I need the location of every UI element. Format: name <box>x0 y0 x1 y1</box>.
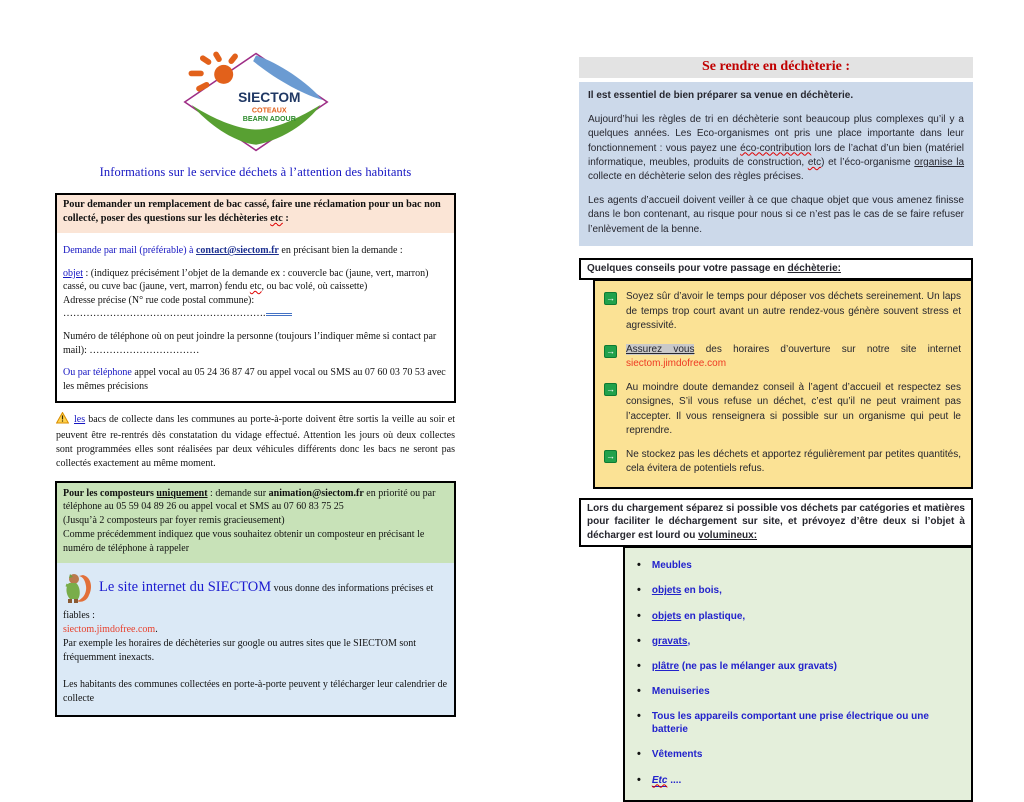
intro-paragraph-2: Les agents d’accueil doivent veiller à ce que chaque objet que vous amenez finisse dans le bon contenant, au risque pour nous si ce n’est pas le cas de se faire refuser l’enlèvement de la benne. <box>588 195 964 235</box>
list-item-text <box>626 448 961 477</box>
intro-text: collecte en déchèterie selon des règles précises. <box>588 170 804 182</box>
siectom-url-link[interactable]: siectom.jimdofree.com <box>63 624 156 636</box>
text-segment: .... <box>667 774 682 786</box>
disc-bullet-icon: • <box>637 659 641 672</box>
etc-word: etc <box>807 156 822 168</box>
conseils-header-underlined: déchèterie: <box>787 262 841 274</box>
text-segment: Menuiseries <box>651 686 710 698</box>
compost-website-box <box>55 481 456 717</box>
url-dot: . <box>155 624 158 636</box>
compost-line3: Comme précédemment indiquez que vous souhaitez obtenir un composteur en précisant le numéro de téléphone à rappeler <box>63 528 425 554</box>
site-title-rest: vous donne des informations précises et fiables : <box>63 582 434 622</box>
intro-text: ) et l’éco-organisme <box>821 156 915 168</box>
list-item <box>604 448 961 477</box>
text-segment: plâtre <box>651 660 680 672</box>
compost-uniquement: uniquement <box>156 487 208 499</box>
list-item-text <box>626 381 961 439</box>
dechetterie-header-title: Se rendre en déchèterie : <box>702 59 850 74</box>
right-column <box>579 57 973 802</box>
logo-sub1-text: COTEAUX <box>251 106 287 115</box>
phone-note-text: Numéro de téléphone où on peut joindre la personne (toujours l’indiquer même si contact par mail) <box>63 330 437 356</box>
list-item-text <box>626 343 961 372</box>
list-item-text <box>652 660 837 673</box>
chargement-header-underlined: volumineux: <box>698 529 758 541</box>
intro-text: Aujourd’hui les règles de tri en déchèterie sont beaucoup plus complexes qu’il y a quelques années. Les Eco-organismes ont pris une place importante dans leur fonctionnement : vous payez une <box>588 114 964 154</box>
warning-paragraph <box>56 412 455 470</box>
compost-text: : demande sur <box>207 487 269 499</box>
list-item <box>637 584 963 597</box>
header-text: Pour demander un remplacement de bac cassé, faire une réclamation pour un bac non collecté, poser des questions sur les déchèteries <box>63 199 441 224</box>
conseils-header-text: Quelques conseils pour votre passage en <box>587 262 788 274</box>
logo-name-text: SIECTOM <box>237 89 301 105</box>
compost-lead: Pour les composteurs <box>63 487 157 499</box>
animation-email-link[interactable]: animation@siectom.fr <box>268 487 364 499</box>
list-item <box>604 343 961 372</box>
disc-bullet-icon: • <box>637 773 641 786</box>
green-arrow-bullet-icon: → <box>606 450 615 461</box>
intro-paragraph-1 <box>588 113 964 184</box>
phone-note-line <box>63 330 448 357</box>
website-p1: Par exemple les horaires de déchèteries sur google ou autres sites que le SIECTOM sont fréquemment inexacts. <box>63 637 417 663</box>
request-box-header <box>57 195 454 233</box>
compost-section <box>57 483 454 563</box>
text-segment: objets <box>651 585 682 597</box>
phone-lead-text: Ou par téléphone <box>63 367 132 379</box>
mail-rest-text: en précisant bien la demande : <box>278 245 403 256</box>
mail-lead-text: Demande par mail (préférable) à <box>63 245 196 256</box>
list-item-text <box>652 774 681 787</box>
green-arrow-bullet-icon: → <box>606 293 615 304</box>
text-segment: Tous les appareils comportant une prise électrique ou une batterie <box>651 711 929 736</box>
adresse-dotted-field[interactable]: : ……………………………………………………. <box>63 294 266 320</box>
list-item <box>604 290 961 334</box>
dechetterie-header-bar <box>579 57 973 78</box>
intro-text: lors de l’achat d’un bien (matériel informatique, meubles, produits de construction, <box>588 142 964 168</box>
siectom-logo-icon <box>180 48 332 154</box>
blue-double-underline <box>266 313 292 316</box>
header-text: : <box>282 213 289 224</box>
list-item-text <box>652 610 745 623</box>
list-item <box>637 610 963 623</box>
compost-text: en priorité ou par téléphone au 05 59 04 89 26 ou appel vocal et SMS au 07 60 83 75 25 <box>63 487 436 513</box>
list-item <box>637 559 963 572</box>
warning-lead-word: les <box>74 414 86 426</box>
objet-text: : (indiquez précisément l’objet de la demande ex : couvercle bac (jaune, vert, marron) cassé, ou cuve bac (jaune, vert, marron) fendu <box>63 267 429 293</box>
list-item-text <box>626 290 961 334</box>
list-item <box>637 685 963 698</box>
text-segment: , <box>687 635 691 647</box>
website-section <box>57 563 454 715</box>
objet-word: objet <box>63 267 83 279</box>
disc-bullet-icon: • <box>637 748 641 761</box>
chargement-header-box <box>579 498 973 548</box>
disc-bullet-icon: • <box>637 710 641 723</box>
text-segment: Assurez vous <box>626 343 695 355</box>
list-item <box>637 748 963 761</box>
logo-sun-icon <box>191 54 235 88</box>
objet-text: , ou bac volé, où caissette) <box>261 281 368 293</box>
text-segment: objets <box>651 610 682 622</box>
list-item <box>637 660 963 673</box>
mail-request-line <box>63 244 448 258</box>
list-item-text <box>652 584 722 597</box>
text-segment: en bois, <box>681 585 722 597</box>
text-segment: (ne pas le mélanger aux gravats) <box>679 660 837 672</box>
text-segment: Soyez sûr d’avoir le temps pour déposer vos déchets sereinement. Un laps de temps trop court avant un autre rendez-vous génère souvent stress et agressivité. <box>626 291 961 332</box>
list-item-text <box>652 685 710 698</box>
warning-text: bacs de collecte dans les communes au porte-à-porte doivent être sortis la veille au soir et peuvent être re-rentrés dès constatation du vidage effectué. Attention les jours où deux collectes sont programmées elles sont réalisées par deux véhicules différents donc les bacs ne seront pas collectés exactement au même moment. <box>56 414 455 469</box>
list-item <box>637 710 963 736</box>
objet-line <box>63 267 448 321</box>
phone-rest-text: appel vocal au 05 24 36 87 47 ou appel vocal ou SMS au 07 60 03 70 53 avec les mêmes précisions <box>63 367 446 392</box>
disc-bullet-icon: • <box>637 584 641 597</box>
text-segment: Meubles <box>651 560 692 572</box>
text-segment: Au moindre doute demandez conseil à l’agent d’accueil et respectez ses consignes, S’il vous refuse un déchet, c’est qu’il ne peut vraiment pas l’accepter. Il vous renseignera si possible sur un organisme qui peut le reprendre. <box>626 381 961 437</box>
etc-word: etc <box>249 281 262 293</box>
squirrel-clipart-icon <box>63 571 93 610</box>
conseils-header-box <box>579 258 973 281</box>
etc-word: etc <box>270 213 283 224</box>
site-title: Le site internet du SIECTOM <box>99 578 272 595</box>
organise-la-words: organise la <box>914 156 965 168</box>
text-segment: Vêtements <box>651 749 703 761</box>
website-p2: Les habitants des communes collectées en porte-à-porte peuvent y télécharger leur calendrier de collecte <box>63 679 448 705</box>
list-item <box>637 774 963 787</box>
phone-line <box>63 366 448 393</box>
text-segment: Etc <box>651 774 668 786</box>
text-segment: des horaires d’ouverture sur notre site internet <box>694 343 961 355</box>
text-segment: en plastique, <box>681 610 746 622</box>
link-text[interactable]: siectom.jimdofree.com <box>626 358 727 370</box>
compost-line2: (Jusqu’à 2 composteurs par foyer remis gracieusement) <box>63 515 285 527</box>
phone-dotted-field[interactable]: : …………………………… <box>84 344 200 356</box>
disc-bullet-icon: • <box>637 685 641 698</box>
contact-email-link[interactable]: contact@siectom.fr <box>195 245 279 256</box>
siectom-logo <box>55 48 456 159</box>
disc-bullet-icon: • <box>637 634 641 647</box>
list-item-text <box>652 748 703 761</box>
list-item-text <box>652 635 690 648</box>
green-arrow-bullet-icon: → <box>606 345 615 356</box>
logo-sub2-text: BEARN ADOUR <box>242 114 296 123</box>
page-title: Informations sur le service déchets à l’attention des habitants <box>99 165 412 179</box>
request-box <box>55 193 456 403</box>
warning-icon <box>56 412 69 429</box>
green-arrow-bullet-icon: → <box>606 383 615 394</box>
list-item-text <box>652 710 963 736</box>
chargement-list <box>623 547 973 802</box>
conseils-list <box>593 280 973 489</box>
list-item <box>637 635 963 648</box>
intro-bold-line: Il est essentiel de bien préparer sa venue en déchèterie. <box>588 90 854 101</box>
intro-box <box>579 82 973 246</box>
left-column <box>55 48 456 717</box>
request-box-body <box>57 233 454 401</box>
text-segment: gravats <box>651 635 688 647</box>
disc-bullet-icon: • <box>637 609 641 622</box>
chargement-header-text: Lors du chargement séparez si possible vos déchets par catégories et matières pour faciliter le déchargement sur site, et prévoyez d’être deux si l’objet à décharger est lourd ou <box>587 502 965 541</box>
eco-contribution-word: éco-contribution <box>740 142 812 154</box>
list-item-text <box>652 559 692 572</box>
list-item <box>604 381 961 439</box>
disc-bullet-icon: • <box>637 559 641 572</box>
text-segment: Ne stockez pas les déchets et apportez régulièrement par petites quantités, cela évitera de potentiels refus. <box>626 448 961 475</box>
adresse-label: Adresse précise (N° rue code postal commune) <box>63 294 252 306</box>
